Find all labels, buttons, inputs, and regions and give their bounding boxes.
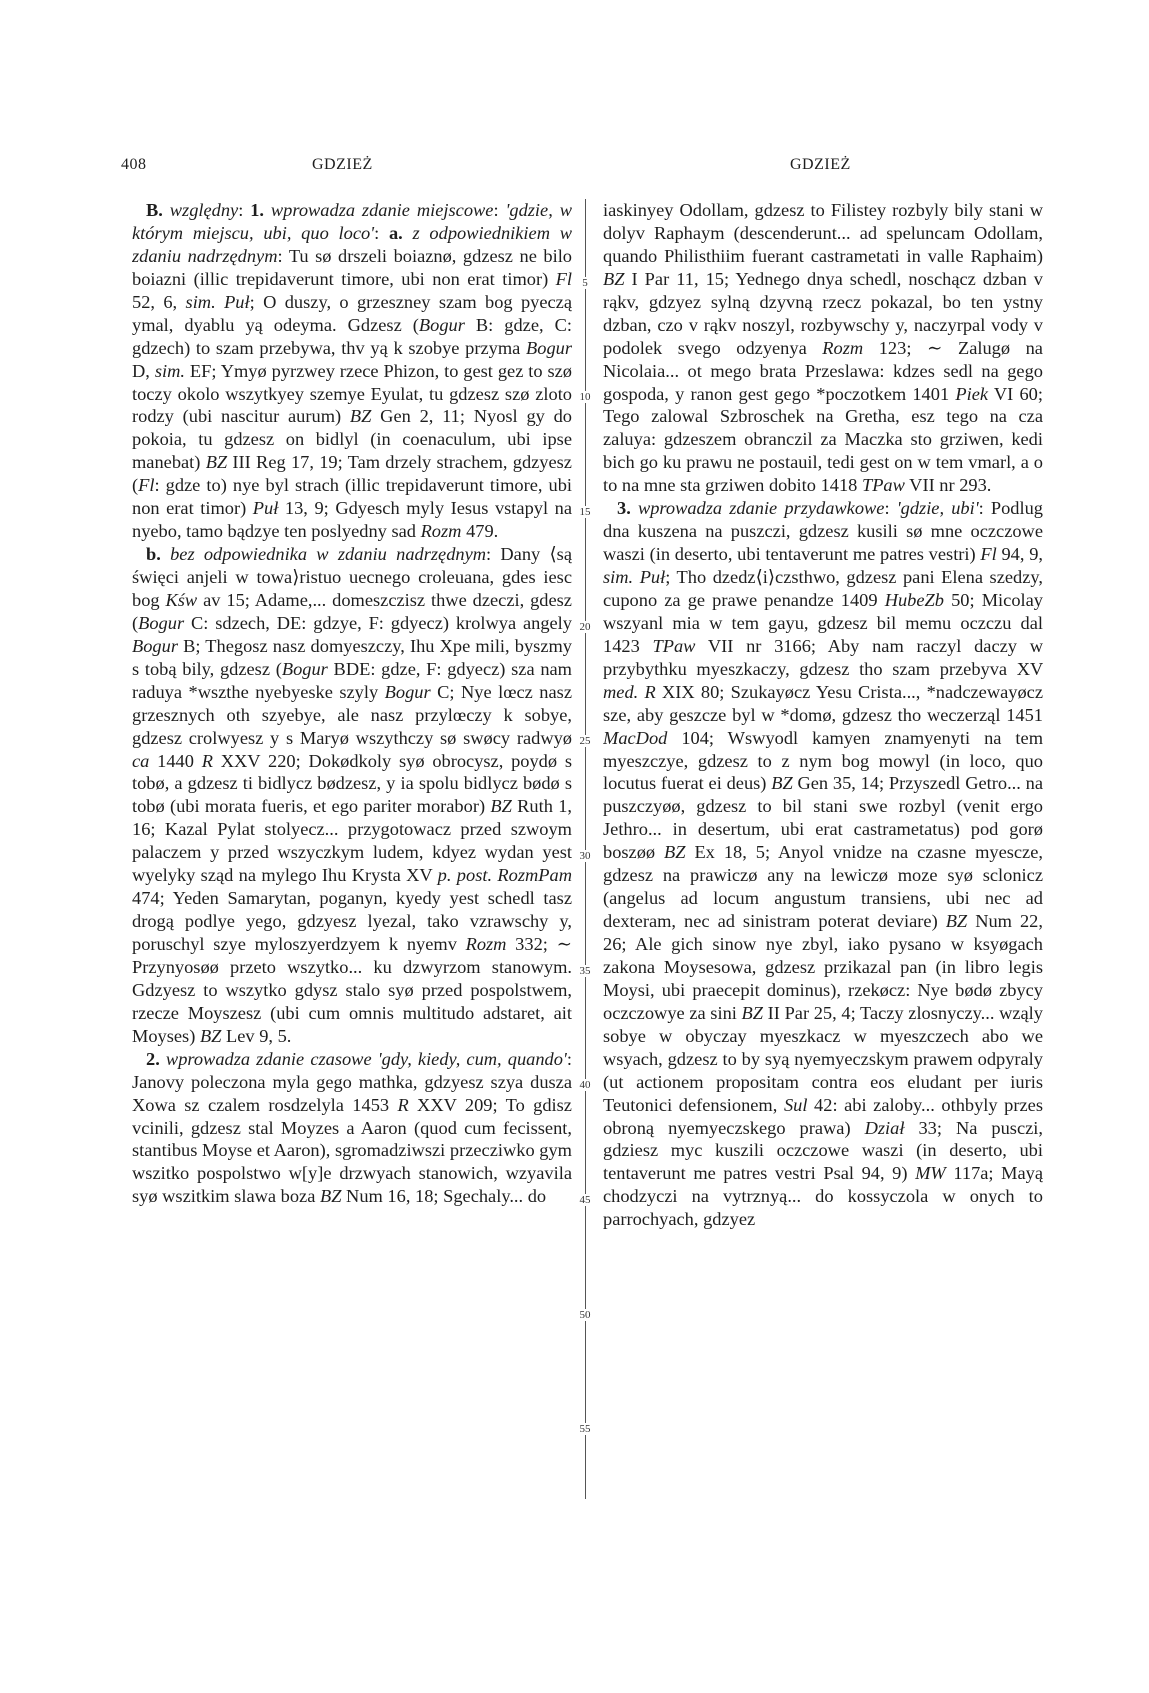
page-number: 408 <box>121 156 147 173</box>
line-number: 40 <box>575 1079 595 1091</box>
line-number: 45 <box>575 1194 595 1206</box>
line-number: 50 <box>575 1309 595 1321</box>
line-number: 10 <box>575 391 595 403</box>
entry-paragraph: iaskinyey Odollam, gdzesz to Filistey rozbyly bily stani w dolyv Raphaym (descenderunt... ad speluncam Odollam, quando Philisthiim fuerant castrametati in valle Raphaim) BZ I Par 11, 15; Yednego dnya schedl, noschącz dzban v rąkv, gdzyez sylną dzyvną rzecz pokazal, bo ten ystny dzban, czo v rąkv noszyl, rozbywschy y, naczyrpal vody v podolek svego odzyenya Rozm 123; ∼ Zalugø na Nicolaia... ot mego brata Przeslawa: kdzes sedl na gego gospoda, y ranon gest gego *poczotkem 1401 Piek VI 60; Tego zalowal Szbroschek na Gretha, esz tego na cza zaluya: gdzeszem obranczil za Maczka sto grziwen, kedi bich go ku prawu ne postauil, tedi gest on w tem vmarl, a o to na mne sta grziwen dobito 1418 TPaw VII nr 293. <box>603 200 1043 496</box>
line-number: 30 <box>575 850 595 862</box>
line-number: 20 <box>575 621 595 633</box>
entry-paragraph: 2. wprowadza zdanie czasowe 'gdy, kiedy, cum, quando': Janovy poleczona myla gego mathka, gdzyesz szya dusza Xowa sz czalem rosdzelyla 1453 R XXV 209; To gdisz vcinili, gdzesz stal Moyzes a Aaron (quod cum fecissent, stantibus Moyse et Aaron), sgromadziwszi przecziwko gym wszitko pospolstwo w[y]e drzwyach stanowich, wzyavila syø wszitkim slawa boza BZ Num 16, 18; Sgechaly... do <box>132 1048 572 1207</box>
left-column <box>132 199 572 1489</box>
running-head-left: GDZIEŻ <box>312 156 373 173</box>
entry-paragraph: B. względny: 1. wprowadza zdanie miejscowe: 'gdzie, w którym miejscu, ubi, quo loco': a. z odpowiednikiem w zdaniu nadrzędnym: Tu sø drszeli boiaznø, gdzesz ne bilo boiazni (illic trepidaverunt timore, ubi non erat timor) Fl 52, 6, sim. Puł; O duszy, o grzeszney szam bog pyeczą ymal, dyablu yą odeyma. Gdzesz (Bogur B: gdze, C: gdzech) to szam przebywa, thv yą k szobye przyma Bogur D, sim. EF; Ymyø pyrzwey rzece Phizon, to gest gez to szø toczy okolo wszytkyey szemye Eyulat, tu gdzesz szø zloto rodzy (ubi nascitur aurum) BZ Gen 2, 11; Nyosl gy do pokoia, tu gdzesz on bidlyl (in coenaculum, ubi ipse manebat) BZ III Reg 17, 19; Tam drzely strachem, gdzyesz (Fl: gdze to) nye byl strach (illic trepidaverunt timore, ubi non erat timor) Puł 13, 9; Gdyesch myly Iesus vstapyl na nyebo, tamo bądzye ten poslyedny sad Rozm 479. <box>132 200 572 542</box>
running-head-right: GDZIEŻ <box>790 156 851 173</box>
entry-paragraph: 3. wprowadza zdanie przydawkowe: 'gdzie, ubi': Podlug dna kuszena na puszczi, gdzesz kusili sø mne oczczowe waszi (in deserto, ubi tentaverunt me patres vestri) Fl 94, 9, sim. Puł; Tho dzedz⟨i⟩czsthwo, gdzesz pani Elena szedzy, cupono za ge prawe penandze 1409 HubeZb 50; Micolay wszyanl mia w tem gayu, gdzesz bil memu oczczu dal 1423 TPaw VII nr 3166; Aby nam raczyl daczy w przybythku myeszkaczy, gdzesz tho szam przebyva XV med. R XIX 80; Szukayøcz Yesu Crista..., *nadczewayøcz sze, aby geszcze byl w *domø, gdzesz tho weczerząl 1451 MacDod 104; Wswyodl kamyen znamyenyti na tem myeszczye, gdzesz to z nym bog mowyl (in loco, quo locutus fuerat ei deus) BZ Gen 35, 14; Przyszedl Getro... na puszczyøø, gdzesz to bil stani swe rozbyl (venit ergo Jethro... in desertum, ubi erat castrametatus) pod gorø boszøø BZ Ex 18, 5; Anyol vnidze na czasne myescze, gdzesz na prawiczø any na lewiczø moze syø sclonicz (angelus ad locum angustum transiens, ubi nec ad dexteram, nec ad sinistram poterat deviare) BZ Num 22, 26; Ale gich sinow nye zbyl, iako pysano w ksyøgach zakona Moysesowa, gdzesz przikazal pan (in libro legis Moysi, ubi praecepit dominus), rzekøcz: Nye bødø zbycy oczczowye za sini BZ II Par 25, 4; Taczy zlosnyczy... wząly sobye w obyczay myeszkacz w myeszczech abo we wsyach, gdzesz to by syą nyemyeczskym prawem odpyraly (ut actionem propositam contra eos eludant per iuris Teutonici defensionem, Sul 42: abi zaloby... othbyly przes obroną nyemyeczskego prawa) Dział 33; Na pusczi, gdziesz myc kuszili oczczowe waszi (in deserto, ubi tentaverunt me patres vestri Psal 94, 9) MW 117a; Mayą chodzyczi na vytrznyą... do kossyczola w onych to parrochyach, gdzyez <box>603 498 1043 1230</box>
right-column <box>603 199 1043 1489</box>
line-number: 15 <box>575 506 595 518</box>
entry-paragraph: b. bez odpowiednika w zdaniu nadrzędnym: Dany ⟨są święci anjeli w towa⟩ristuo uecnego croleuana, gdes iesc bog Kśw av 15; Adame,... domeszczisz thwe dzeczi, gdesz (Bogur C: sdzech, DE: gdzye, F: gdyecz) krolwya angely Bogur B; Thegosz nasz domyeszczy, Ihu Xpe mili, byszmy s tobą bily, gdzesz (Bogur BDE: gdze, F: gdyecz) sza nam raduya *wszthe nyebyeske szyly Bogur C; Nye lœcz nasz grzesznych oth szyebye, ale nasz przylœczy k sobye, gdzesz crolwyesz y s Maryø wszythczy sø swøcy radwyø ca 1440 R XXV 220; Dokødkoly syø obrocysz, poydø s tobø, a gdzesz ti bidlycz bødzesz, y ia spolu bidlycz bødø s tobø (ubi morata fueris, et ego pariter morabor) BZ Ruth 1, 16; Kazal Pylat stolyecz... przygotowacz przed szwoym palaczem y przed wszyczkym ludem, kdyez wydan yest wyelyky sząd na mylego Ihu Krysta XV p. post. RozmPam 474; Yeden Samarytan, poganyn, kyedy yest schedl tasz drogą podlye yego, gdzyesz lyezal, tako vzrawschy y, poruschyl szye myloszyerdzyem k nyemv Rozm 332; ∼ Przynyosøø przeto wszytko... ku dzwyrzom stanowym. Gdzyesz to wszytko gdysz stalo syø przed pospolstwem, rzecze Moyszesz (ubi cum omnis multitudo adstaret, ait Moyses) BZ Lev 9, 5. <box>132 544 572 1046</box>
line-number: 5 <box>575 277 595 289</box>
line-number: 55 <box>575 1423 595 1435</box>
line-number: 35 <box>575 965 595 977</box>
line-number: 25 <box>575 735 595 747</box>
